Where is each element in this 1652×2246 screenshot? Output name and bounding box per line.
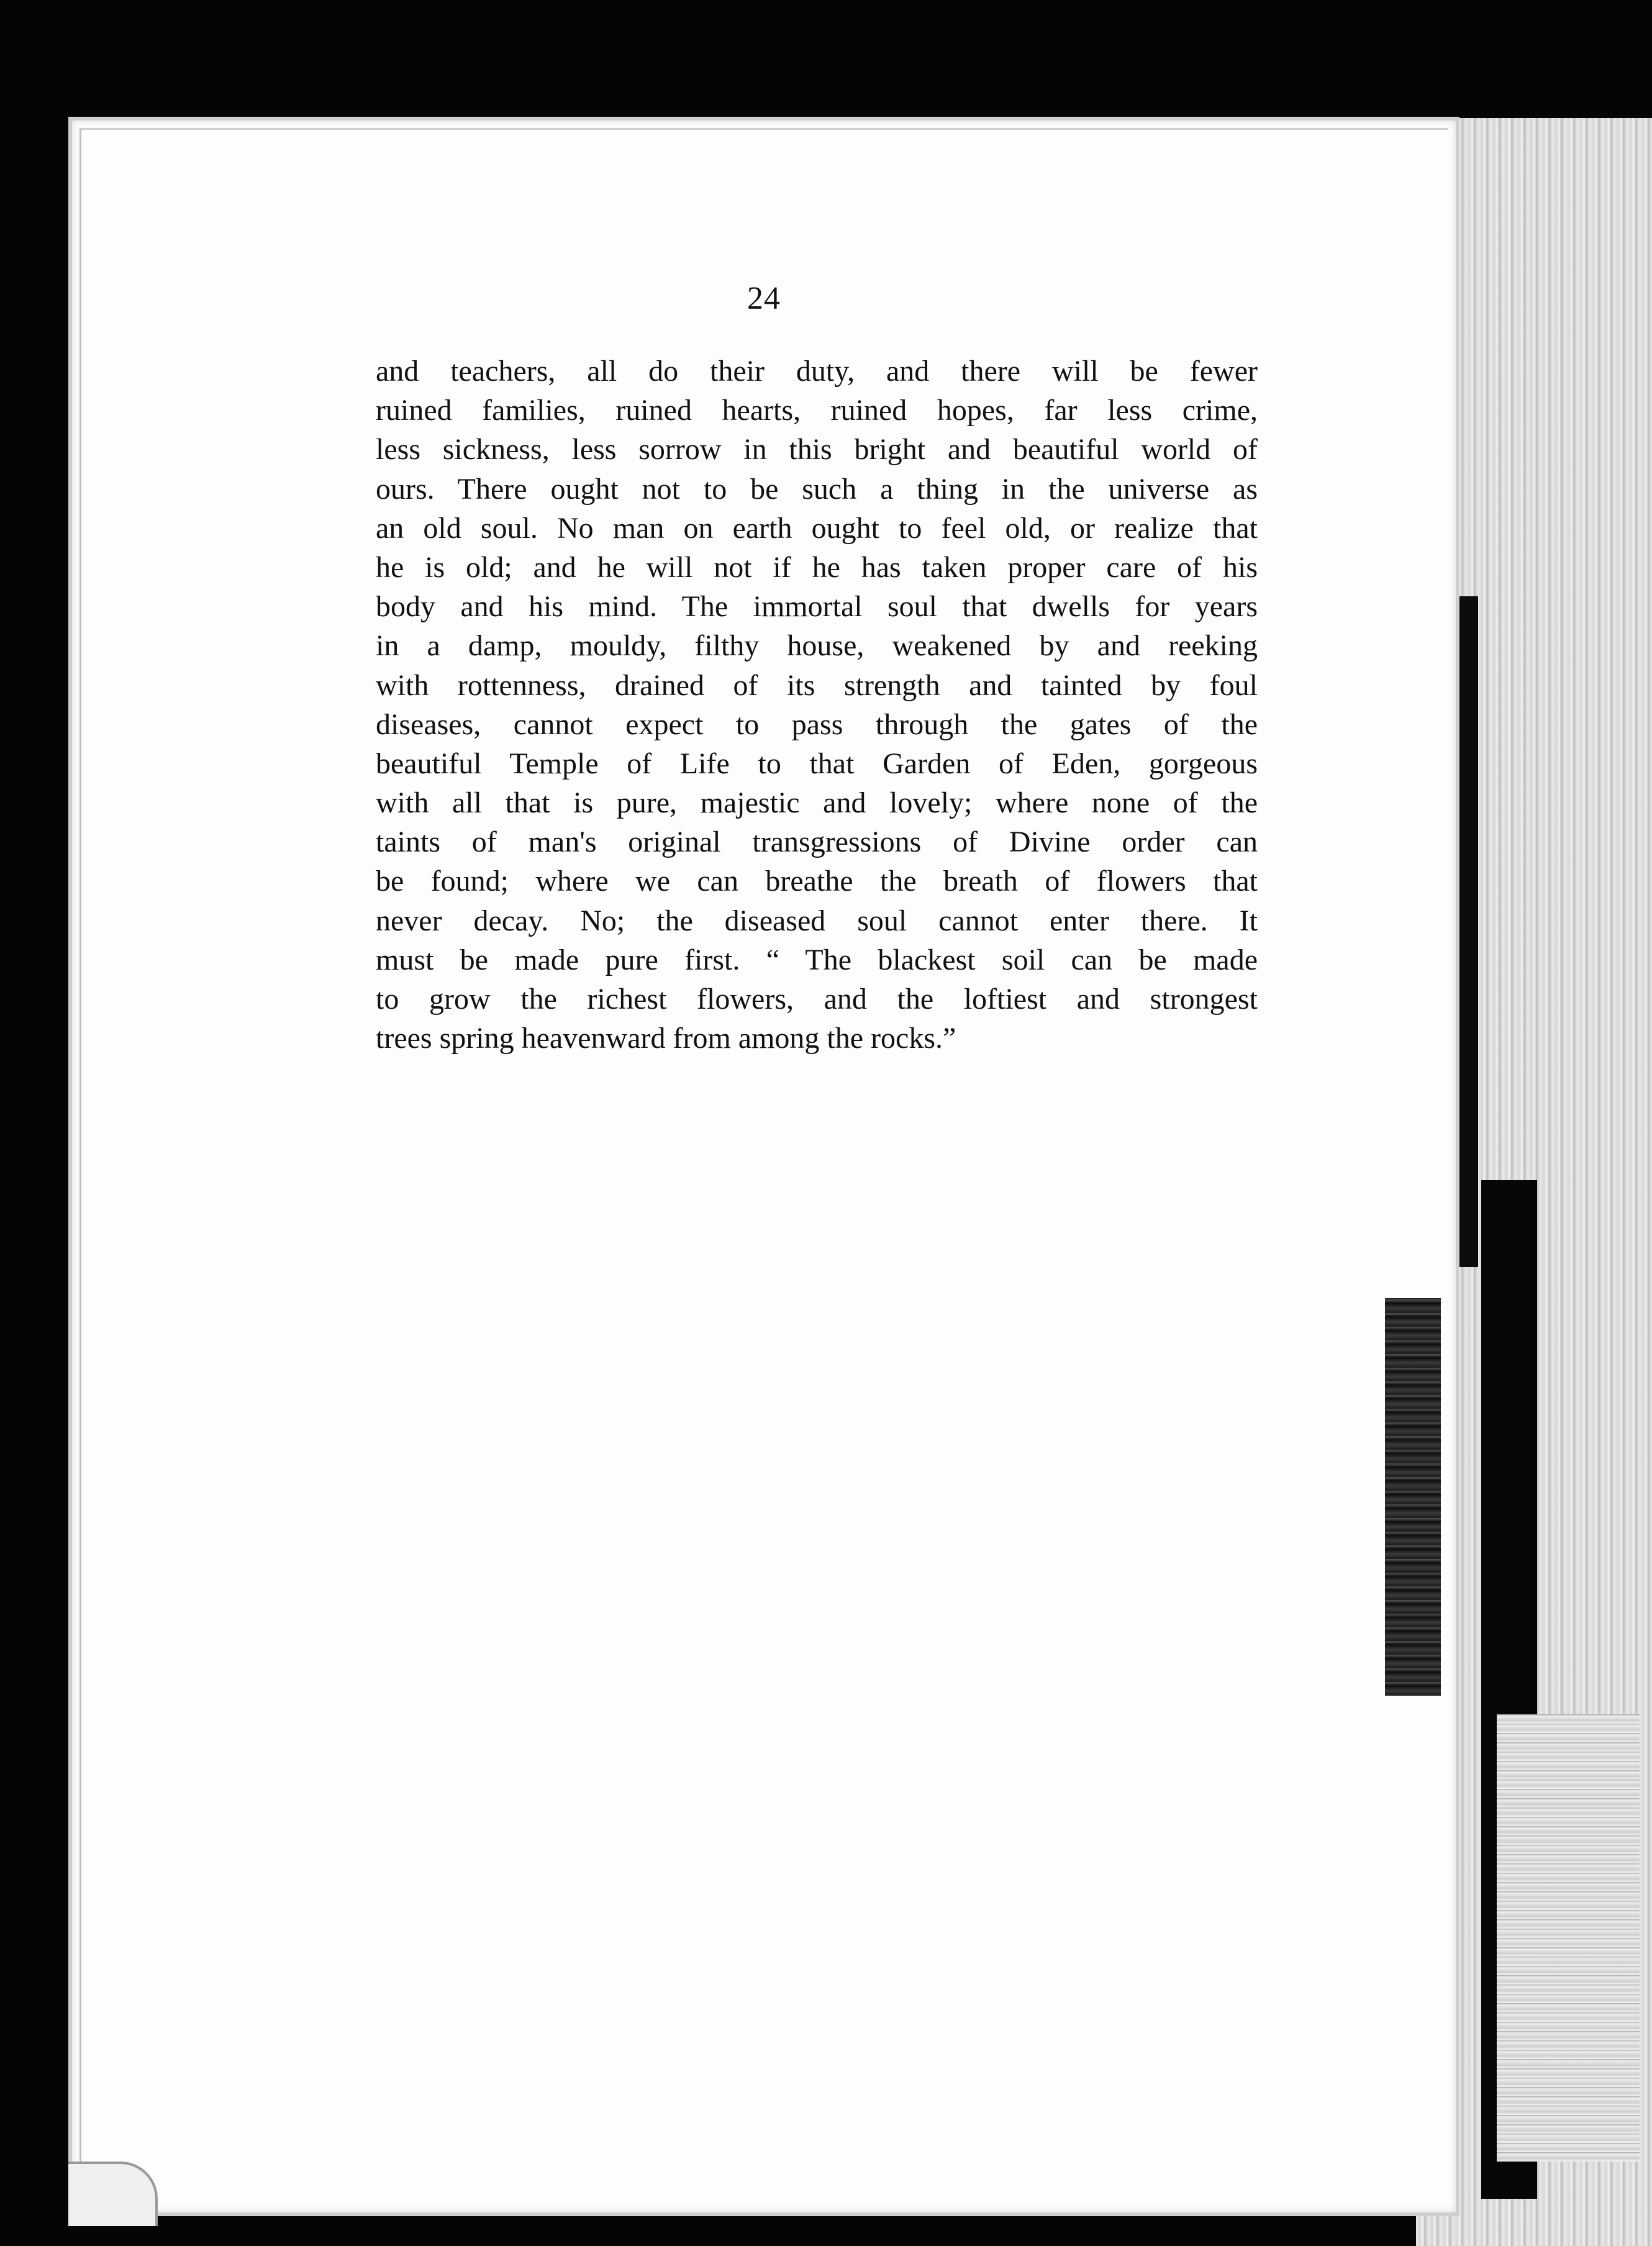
book-page: [68, 117, 1459, 2216]
page-number: 24: [747, 281, 781, 316]
text-line: with rottenness, drained of its strength and tainted by foul: [376, 668, 1258, 702]
text-line: trees spring heavenward from among the rocks.”: [376, 1022, 956, 1055]
text-line: diseases, cannot expect to pass through the gates of the: [376, 707, 1258, 741]
text-line: with all that is pure, majestic and lovely; where none of the: [376, 786, 1258, 820]
text-line: beautiful Temple of Life to that Garden of Eden, gorgeous: [376, 747, 1258, 780]
text-line: an old soul. No man on earth ought to feel old, or realize that: [376, 511, 1258, 545]
text-line: be found; where we can breathe the breath of flowers that: [376, 865, 1258, 898]
text-line: must be made pure first. “ The blackest soil can be made: [376, 943, 1258, 976]
text-line: taints of man's original transgressions of Divine order can: [376, 825, 1258, 859]
text-line: less sickness, less sorrow in this bright and beautiful world of: [376, 433, 1258, 466]
text-line: ours. There ought not to be such a thing in the universe as: [376, 472, 1258, 506]
text-line: and teachers, all do their duty, and there will be fewer: [376, 355, 1258, 388]
binding-tear-shadow: [1385, 1298, 1441, 1696]
text-line: never decay. No; the diseased soul cannot enter there. It: [376, 904, 1258, 937]
torn-paper-fragment: [1497, 1714, 1640, 2162]
text-line: he is old; and he will not if he has taken proper care of his: [376, 550, 1258, 584]
page-corner-curl: [68, 2162, 158, 2226]
text-line: to grow the richest flowers, and the loftiest and strongest: [376, 983, 1258, 1016]
body-text: [376, 352, 1258, 1058]
text-line: ruined families, ruined hearts, ruined hopes, far less crime,: [376, 394, 1258, 427]
text-line: body and his mind. The immortal soul that dwells for years: [376, 590, 1258, 624]
text-line: in a damp, mouldy, filthy house, weakened by and reeking: [376, 629, 1258, 663]
